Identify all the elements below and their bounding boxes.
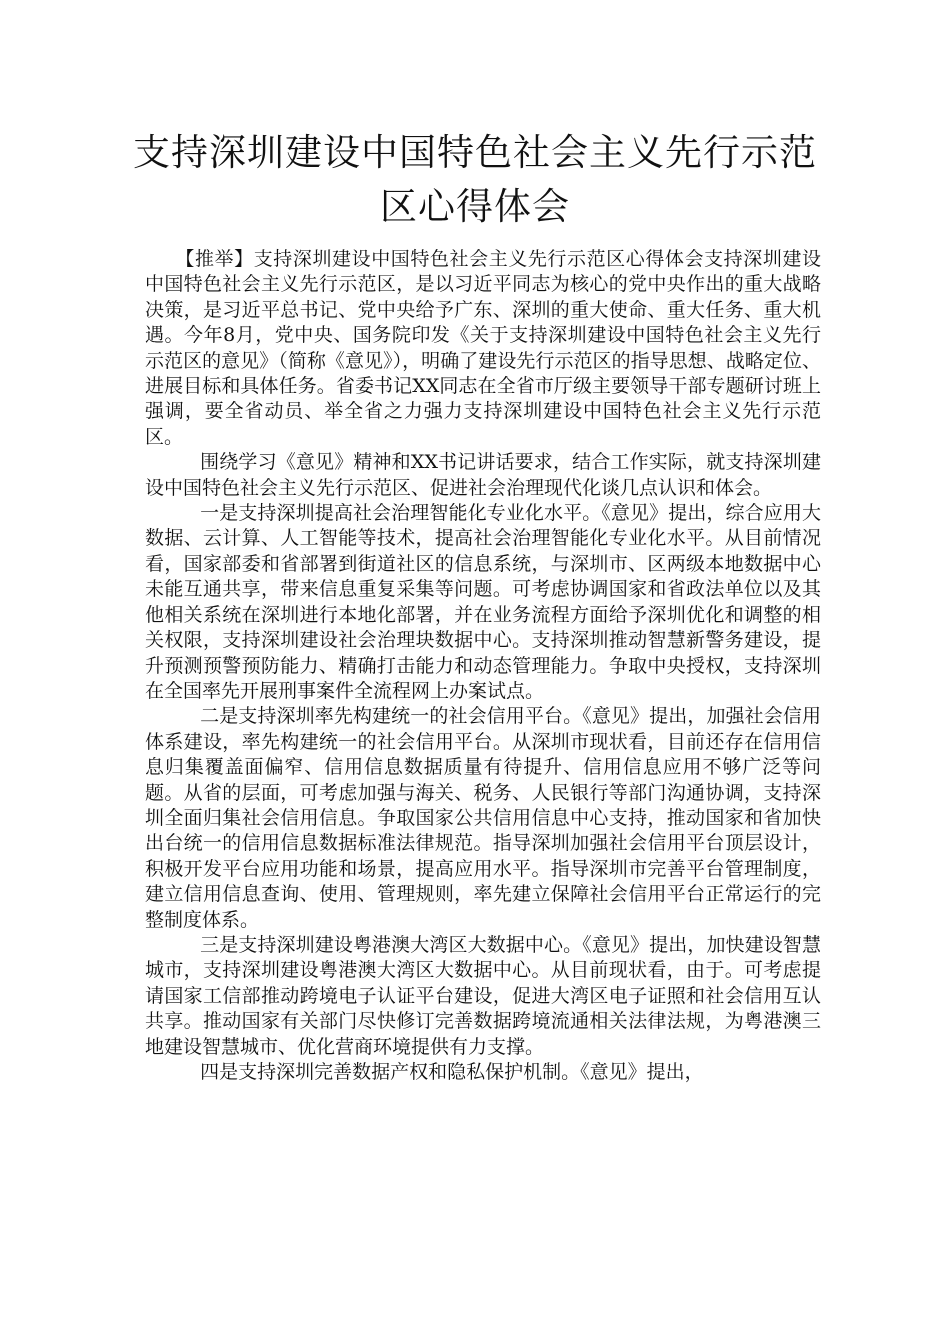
title-line-1: 支持深圳建设中国特色社会主义先行示范 [133, 131, 817, 174]
document-body [145, 247, 821, 1085]
paragraph-point-4: 四是支持深圳完善数据产权和隐私保护机制。《意见》提出， [200, 1061, 704, 1083]
paragraph-intro: 【推举】支持深圳建设中国特色社会主义先行示范区心得体会支持深圳建设中国特色社会主义先行示范区，是以习近平同志为核心的党中央作出的重大战略决策，是习近平总书记、党中央给予广东、深圳的重大使命、重大任务、重大机遇。今年8月，党中央、国务院印发《关于支持深圳建设中国特色社会主义先行示范区的意见》（简称《意见》），明确了建设先行示范区的指导思想、战略定位、进展目标和具体任务。省委书记XX同志在全省市厅级主要领导干部专题研讨班上强调，要全省动员、举全省之力强力支持深圳建设中国特色社会主义先行示范区。 [145, 248, 821, 448]
paragraph-point-1: 一是支持深圳提高社会治理智能化专业化水平。《意见》提出，综合应用大数据、云计算、人工智能等技术，提高社会治理智能化专业化水平。从目前情况看，国家部委和省部署到街道社区的信息系统，与深圳市、区两级本地数据中心未能互通共享，带来信息重复采集等问题。可考虑协调国家和省政法单位以及其他相关系统在深圳进行本地化部署，并在业务流程方面给予深圳优化和调整的相关权限，支持深圳建设社会治理块数据中心。支持深圳推动智慧新警务建设，提升预测预警预防能力、精确打击能力和动态管理能力。争取中央授权，支持深圳在全国率先开展刑事案件全流程网上办案试点。 [145, 502, 821, 702]
paragraph-point-2: 二是支持深圳率先构建统一的社会信用平台。《意见》提出，加强社会信用体系建设，率先构建统一的社会信用平台。从深圳市现状看，目前还存在信用信息归集覆盖面偏窄、信用信息数据质量有待提升、信用信息应用不够广泛等问题。从省的层面，可考虑加强与海关、税务、人民银行等部门沟通协调，支持深圳全面归集社会信用信息。争取国家公共信用信息中心支持，推动国家和省加快出台统一的信用信息数据标准法律规范。指导深圳加强社会信用平台顶层设计，积极开发平台应用功能和场景，提高应用水平。指导深圳市完善平台管理制度，建立信用信息查询、使用、管理规则，率先建立保障社会信用平台正常运行的完整制度体系。 [145, 705, 821, 931]
document-title [100, 126, 850, 234]
title-line-2: 区心得体会 [380, 185, 570, 228]
paragraph-point-3: 三是支持深圳建设粤港澳大湾区大数据中心。《意见》提出，加快建设智慧城市，支持深圳建设粤港澳大湾区大数据中心。从目前现状看，由于。可考虑提请国家工信部推动跨境电子认证平台建设，促进大湾区电子证照和社会信用互认共享。推动国家有关部门尽快修订完善数据跨境流通相关法律法规，为粤港澳三地建设智慧城市、优化营商环境提供有力支撑。 [145, 933, 821, 1058]
paragraph-context: 围绕学习《意见》精神和XX书记讲话要求，结合工作实际，就支持深圳建设中国特色社会主义先行示范区、促进社会治理现代化谈几点认识和体会。 [145, 451, 821, 499]
